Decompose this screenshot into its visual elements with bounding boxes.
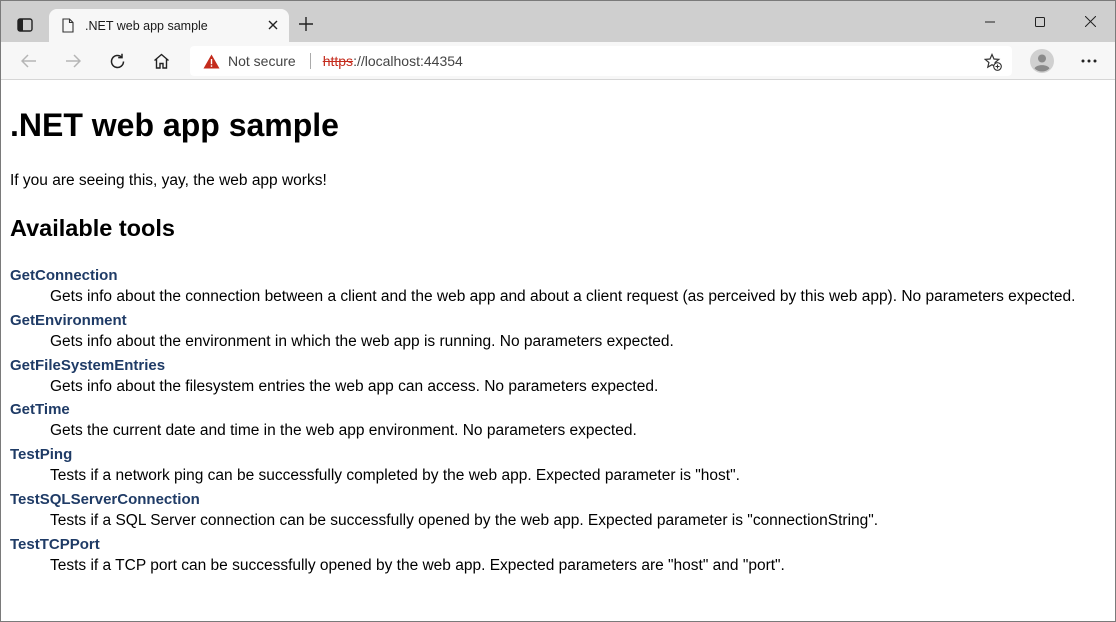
- tool-link[interactable]: TestSQLServerConnection: [10, 490, 200, 508]
- tool-item: [10, 400, 1110, 445]
- url-host: ://localhost:44354: [353, 53, 463, 69]
- address-bar[interactable]: [190, 46, 1012, 76]
- tab-strip: [1, 1, 1115, 42]
- arrow-left-icon: [21, 54, 37, 68]
- minimize-icon: [985, 17, 995, 27]
- tool-item: [10, 445, 1110, 490]
- tool-description: Tests if a TCP port can be successfully opened by the web app. Expected parameters are "host" and "port".: [50, 556, 785, 574]
- tool-description: Gets info about the connection between a client and the web app and about a client request (as perceived by this web app). No parameters expected.: [50, 288, 1076, 305]
- tool-link[interactable]: TestPing: [10, 446, 73, 464]
- tools-list: [10, 266, 1110, 580]
- browser-toolbar: [1, 42, 1115, 80]
- tool-item: [10, 266, 1110, 311]
- settings-more-button[interactable]: [1078, 51, 1100, 71]
- warning-icon: [203, 54, 220, 69]
- tool-description: Tests if a network ping can be successfully completed by the web app. Expected parameter is "host".: [50, 467, 740, 485]
- more-icon: [1081, 59, 1097, 63]
- forward-button[interactable]: [60, 48, 86, 74]
- refresh-icon: [109, 53, 126, 70]
- url-scheme: https: [322, 53, 354, 69]
- window-controls: [965, 1, 1115, 42]
- close-icon: [1085, 16, 1096, 27]
- maximize-icon: [1035, 17, 1045, 27]
- tool-link[interactable]: GetFileSystemEntries: [10, 356, 166, 374]
- arrow-right-icon: [65, 54, 81, 68]
- tool-description: Gets info about the filesystem entries the web app can access. No parameters expected.: [50, 377, 659, 395]
- tool-item: [10, 535, 1110, 580]
- tool-description: Gets info about the environment in which the web app is running. No parameters expected.: [50, 332, 674, 350]
- tab-actions-button[interactable]: [11, 12, 39, 38]
- minimize-button[interactable]: [965, 1, 1015, 42]
- tool-link[interactable]: GetEnvironment: [10, 311, 127, 329]
- tool-item: [10, 490, 1110, 535]
- tool-description: Tests if a SQL Server connection can be successfully opened by the web app. Expected parameter is "connectionString".: [50, 511, 879, 529]
- maximize-button[interactable]: [1015, 1, 1065, 42]
- back-button[interactable]: [16, 48, 42, 74]
- tab-active[interactable]: [49, 9, 289, 42]
- close-icon: [268, 20, 278, 30]
- profile-button[interactable]: [1030, 49, 1054, 73]
- security-status[interactable]: Not secure: [228, 53, 296, 69]
- home-icon: [153, 53, 170, 69]
- refresh-button[interactable]: [104, 48, 130, 74]
- address-separator: [310, 53, 311, 69]
- page-title: .NET web app sample: [10, 107, 339, 143]
- tool-item: [10, 311, 1110, 356]
- close-window-button[interactable]: [1065, 1, 1115, 42]
- intro-text: If you are seeing this, yay, the web app works!: [10, 172, 327, 189]
- avatar-icon: [1030, 49, 1054, 73]
- favorite-add-icon[interactable]: [984, 53, 1002, 71]
- plus-icon: [299, 17, 313, 31]
- tool-link[interactable]: TestTCPPort: [10, 535, 100, 553]
- tab-title: .NET web app sample: [85, 18, 208, 33]
- tool-link[interactable]: GetConnection: [10, 267, 118, 284]
- tool-item: [10, 356, 1110, 401]
- url-text[interactable]: [323, 53, 463, 69]
- new-tab-button[interactable]: [296, 14, 316, 34]
- tools-heading: Available tools: [10, 215, 175, 241]
- tool-description: Gets the current date and time in the web app environment. No parameters expected.: [50, 422, 637, 440]
- tab-actions-icon: [17, 18, 33, 32]
- tab-close-button[interactable]: [265, 17, 281, 33]
- tool-link[interactable]: GetTime: [10, 401, 70, 419]
- home-button[interactable]: [148, 48, 174, 74]
- page-icon: [62, 18, 74, 33]
